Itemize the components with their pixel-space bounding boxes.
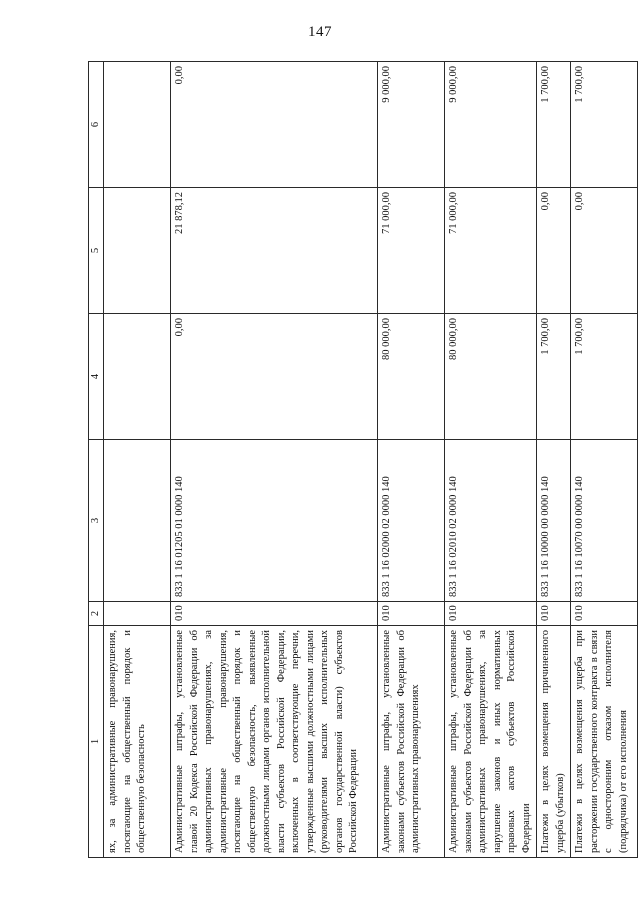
row-col5-cell: 71 000,00 (445, 188, 537, 314)
row-kbk-cell: 833 1 16 10000 00 0000 140 (537, 440, 571, 602)
row-name-cell: Административные штрафы, установленные законами субъектов Российской Федерации об административных правонарушениях (378, 626, 445, 858)
table-row (171, 62, 378, 858)
column-header-6: 6 (89, 62, 104, 188)
row-col4-cell: 1 700,00 (537, 314, 571, 440)
row-code-cell: 010 (537, 602, 571, 626)
row-col5-cell: 21 878,12 (171, 188, 378, 314)
column-header-2: 2 (89, 602, 104, 626)
row-col4-cell: 1 700,00 (571, 314, 638, 440)
row-col6-cell: 9 000,00 (445, 62, 537, 188)
column-header-4: 4 (89, 314, 104, 440)
row-name-cell: Административные штрафы, установленные законами субъектов Российской Федерации об административных правонарушениях, за нарушение законов и иных нормативных правовых актов субъектов Российской Федерации (445, 626, 537, 858)
row-col6-cell: 9 000,00 (378, 62, 445, 188)
row-col6-cell: 1 700,00 (537, 62, 571, 188)
table-row (445, 62, 537, 858)
row-col4-cell: 80 000,00 (378, 314, 445, 440)
row-col4-cell (104, 314, 171, 440)
row-name-cell: ях, за административные правонарушения, посягающие на общественный порядок и общественную безопасность (104, 626, 171, 858)
row-kbk-cell: 833 1 16 01205 01 0000 140 (171, 440, 378, 602)
row-col5-cell (104, 188, 171, 314)
row-name-cell: Платежи в целях возмещения причиненного ущерба (убытков) (537, 626, 571, 858)
table-header-row (89, 62, 104, 858)
row-code-cell: 010 (171, 602, 378, 626)
row-code-cell: 010 (571, 602, 638, 626)
row-col5-cell: 71 000,00 (378, 188, 445, 314)
row-col4-cell: 80 000,00 (445, 314, 537, 440)
row-col6-cell: 1 700,00 (571, 62, 638, 188)
page-number: 147 (308, 24, 332, 40)
row-kbk-cell: 833 1 16 02000 02 0000 140 (378, 440, 445, 602)
row-kbk-cell: 833 1 16 02010 02 0000 140 (445, 440, 537, 602)
row-col6-cell: 0,00 (171, 62, 378, 188)
row-code-cell: 010 (378, 602, 445, 626)
row-col5-cell: 0,00 (571, 188, 638, 314)
table-row (571, 62, 638, 858)
column-header-5: 5 (89, 188, 104, 314)
table-container (88, 62, 629, 858)
rotated-table-frame (88, 62, 629, 858)
row-kbk-cell: 833 1 16 10070 00 0000 140 (571, 440, 638, 602)
table-row (537, 62, 571, 858)
column-header-3: 3 (89, 440, 104, 602)
column-header-1: 1 (89, 626, 104, 858)
table-row (104, 62, 171, 858)
row-col6-cell (104, 62, 171, 188)
row-col5-cell: 0,00 (537, 188, 571, 314)
row-name-cell: Платежи в целях возмещения ущерба при расторжении государственного контракта в связи с односторонним отказом исполнителя (подрядчика) от его исполнения (571, 626, 638, 858)
row-name-cell: Административные штрафы, установленные главой 20 Кодекса Российской Федерации об административных правонарушениях, за административные правонарушения, посягающие на общественный порядок и общественную безопасность, выявленные должностными лицами органов исполнительной власти субъектов Российской Федерации, включенных в соответствующие перечни, утвержденные высшими должностными лицами (руководителями высших исполнительных органов государственной власти) субъектов Российской Федерации (171, 626, 378, 858)
budget-report-table (88, 61, 638, 858)
row-kbk-cell (104, 440, 171, 602)
table-row (378, 62, 445, 858)
row-code-cell: 010 (445, 602, 537, 626)
row-code-cell (104, 602, 171, 626)
row-col4-cell: 0,00 (171, 314, 378, 440)
